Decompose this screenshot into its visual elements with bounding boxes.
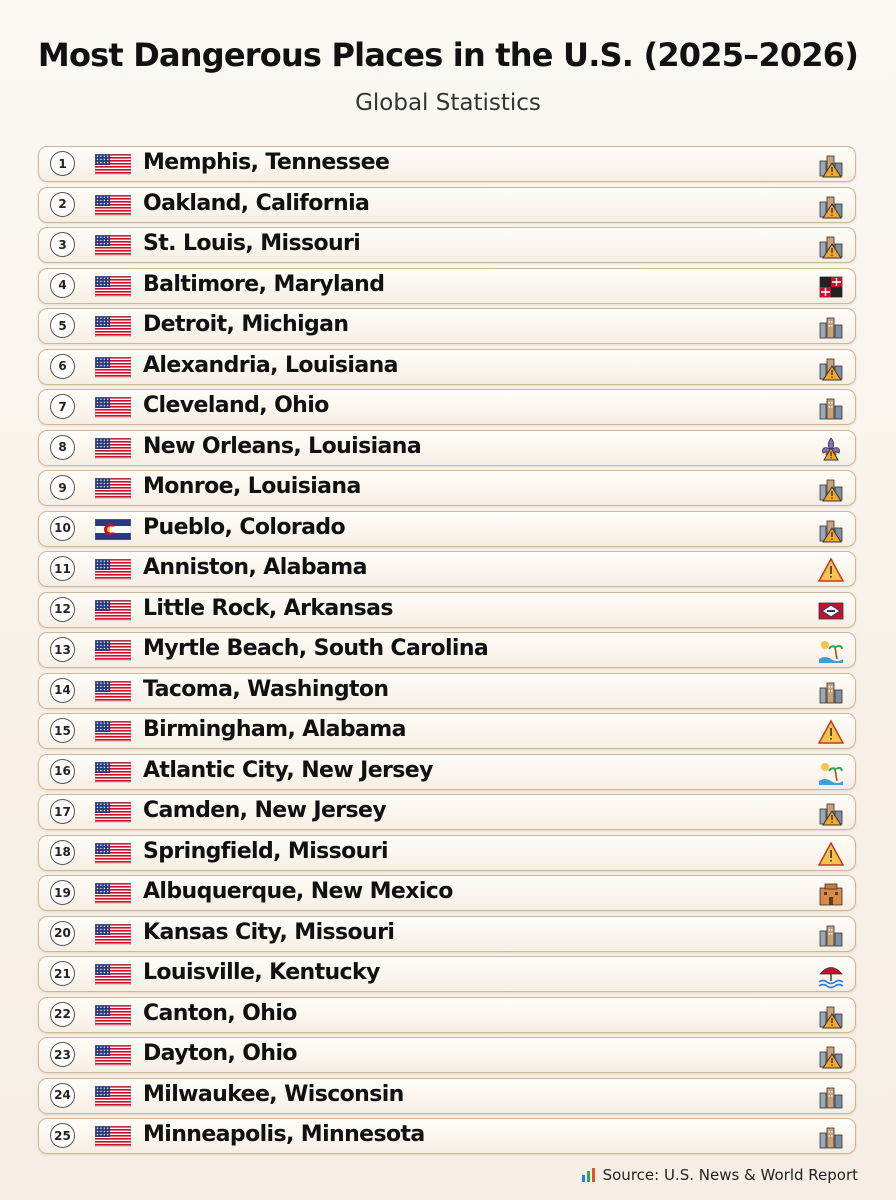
list-item	[38, 794, 856, 830]
place-name: Atlantic City, New Jersey	[143, 757, 433, 783]
list-item	[38, 1037, 856, 1073]
city-warning-icon	[817, 1042, 845, 1070]
us-flag-icon	[95, 438, 131, 459]
place-name: Kansas City, Missouri	[143, 919, 395, 945]
us-flag-icon	[95, 276, 131, 297]
list-item	[38, 470, 856, 506]
place-name: Cleveland, Ohio	[143, 393, 329, 418]
rank-badge: 1	[50, 151, 75, 176]
place-name: Canton, Ohio	[143, 1000, 297, 1026]
us-flag-icon	[95, 316, 131, 337]
list-item	[38, 268, 856, 304]
list-item	[38, 713, 856, 749]
rank-badge: 20	[50, 921, 75, 946]
skyline-icon	[817, 394, 845, 422]
us-flag-icon	[95, 1045, 131, 1066]
rank-badge: 10	[50, 516, 75, 541]
list-item	[38, 997, 856, 1033]
place-name: Pueblo, Colorado	[143, 514, 345, 540]
us-flag-icon	[95, 600, 131, 621]
list-item	[38, 389, 856, 425]
list-item	[38, 551, 856, 587]
warning-icon	[817, 556, 845, 584]
list-item	[38, 511, 856, 547]
us-flag-icon	[95, 721, 131, 742]
bar-chart-icon	[581, 1167, 597, 1183]
rank-badge: 6	[50, 354, 75, 379]
us-flag-icon	[95, 681, 131, 702]
rank-badge: 8	[50, 435, 75, 460]
city-warning-icon	[817, 151, 845, 179]
skyline-icon	[817, 1083, 845, 1111]
us-flag-icon	[95, 1086, 131, 1107]
place-name: Springfield, Missouri	[143, 838, 388, 864]
us-flag-icon	[95, 1126, 131, 1147]
list-item	[38, 1118, 856, 1154]
us-flag-icon	[95, 559, 131, 580]
place-name: St. Louis, Missouri	[143, 231, 361, 256]
skyline-icon	[817, 1123, 845, 1151]
us-flag-icon	[95, 195, 131, 216]
warning-icon	[817, 840, 845, 868]
us-flag-icon	[95, 357, 131, 378]
us-flag-icon	[95, 924, 131, 945]
us-flag-icon	[95, 843, 131, 864]
city-warning-icon	[817, 516, 845, 544]
us-flag-icon	[95, 802, 131, 823]
city-warning-icon	[817, 192, 845, 220]
place-name: Detroit, Michigan	[143, 312, 349, 337]
rank-badge: 18	[50, 840, 75, 865]
rank-badge: 3	[50, 232, 75, 257]
rank-badge: 14	[50, 678, 75, 703]
rank-badge: 7	[50, 394, 75, 419]
list-item	[38, 592, 856, 628]
rank-badge: 11	[50, 556, 75, 581]
place-name: Little Rock, Arkansas	[143, 595, 393, 621]
source-credit	[581, 1166, 858, 1184]
rank-badge: 24	[50, 1083, 75, 1108]
rank-badge: 21	[50, 961, 75, 986]
list-item	[38, 430, 856, 466]
arkansas-flag-icon	[817, 597, 845, 625]
warning-icon	[817, 718, 845, 746]
page-subtitle: Global Statistics	[355, 90, 541, 116]
city-warning-icon	[817, 475, 845, 503]
rank-badge: 5	[50, 313, 75, 338]
us-flag-icon	[95, 154, 131, 175]
list-item	[38, 916, 856, 952]
place-name: Oakland, California	[143, 190, 370, 216]
list-item	[38, 754, 856, 790]
us-flag-icon	[95, 762, 131, 783]
page-title: Most Dangerous Places in the U.S. (2025–2026)	[37, 36, 859, 74]
place-name: Anniston, Alabama	[143, 555, 367, 580]
place-name: Louisville, Kentucky	[143, 960, 380, 985]
list-item	[38, 308, 856, 344]
place-name: Baltimore, Maryland	[143, 271, 385, 297]
list-item	[38, 187, 856, 223]
rank-badge: 25	[50, 1123, 75, 1148]
place-name: Tacoma, Washington	[143, 676, 389, 702]
place-name: Minneapolis, Minnesota	[143, 1122, 425, 1147]
us-flag-icon	[95, 397, 131, 418]
list-item	[38, 835, 856, 871]
list-item	[38, 632, 856, 668]
list-item	[38, 146, 856, 182]
us-flag-icon	[95, 883, 131, 904]
city-warning-icon	[817, 354, 845, 382]
rank-badge: 19	[50, 880, 75, 905]
place-name: Dayton, Ohio	[143, 1041, 297, 1066]
rank-badge: 2	[50, 192, 75, 217]
skyline-icon	[817, 921, 845, 949]
us-flag-icon	[95, 478, 131, 499]
place-name: Birmingham, Alabama	[143, 717, 406, 742]
rank-badge: 4	[50, 273, 75, 298]
place-name: Camden, New Jersey	[143, 798, 387, 823]
skyline-icon	[817, 678, 845, 706]
us-flag-icon	[95, 235, 131, 256]
rank-badge: 15	[50, 718, 75, 743]
city-warning-icon	[817, 799, 845, 827]
list-item	[38, 673, 856, 709]
list-item	[38, 349, 856, 385]
place-name: Monroe, Louisiana	[143, 474, 361, 499]
rank-badge: 23	[50, 1042, 75, 1067]
skyline-icon	[817, 313, 845, 341]
place-name: New Orleans, Louisiana	[143, 433, 422, 459]
rank-badge: 16	[50, 759, 75, 784]
city-warning-icon	[817, 1002, 845, 1030]
maryland-flag-icon	[817, 273, 845, 301]
rank-badge: 17	[50, 799, 75, 824]
rank-badge: 13	[50, 637, 75, 662]
place-name: Myrtle Beach, South Carolina	[143, 636, 489, 661]
us-flag-icon	[95, 640, 131, 661]
list-item	[38, 227, 856, 263]
place-name: Alexandria, Louisiana	[143, 352, 398, 378]
beach-icon	[817, 759, 845, 787]
city-warning-icon	[817, 232, 845, 260]
umbrella-flood-icon	[817, 961, 845, 989]
source-text: Source: U.S. News & World Report	[602, 1166, 858, 1184]
rank-badge: 22	[50, 1002, 75, 1027]
fleur-de-lis-icon	[817, 435, 845, 463]
us-flag-icon	[95, 964, 131, 985]
us-flag-icon	[95, 1005, 131, 1026]
place-name: Memphis, Tennessee	[143, 150, 390, 175]
adobe-building-icon	[817, 880, 845, 908]
list-item	[38, 875, 856, 911]
list-item	[38, 956, 856, 992]
beach-icon	[817, 637, 845, 665]
place-name: Albuquerque, New Mexico	[143, 879, 453, 904]
list-item	[38, 1078, 856, 1114]
colorado-flag-icon	[95, 519, 131, 540]
rank-badge: 12	[50, 597, 75, 622]
rank-badge: 9	[50, 475, 75, 500]
place-name: Milwaukee, Wisconsin	[143, 1081, 404, 1107]
